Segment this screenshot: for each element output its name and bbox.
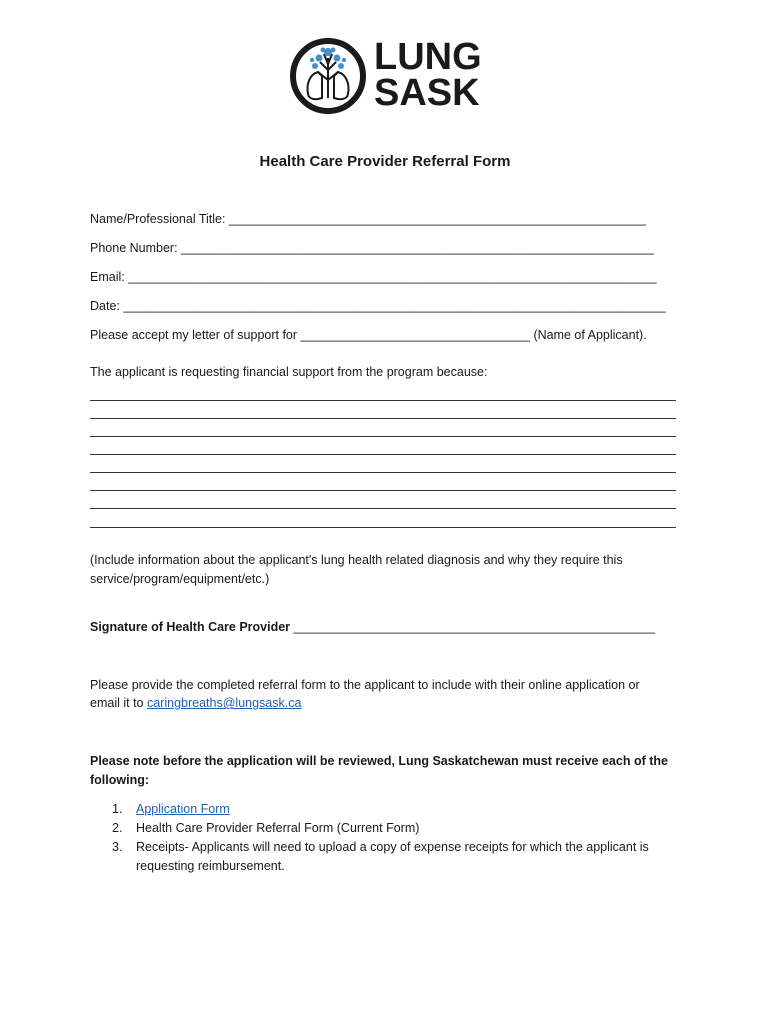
reason-line[interactable] <box>90 436 676 437</box>
email-field-label: Email: <box>90 270 125 284</box>
applicant-name-blank[interactable]: _________________________________ <box>300 328 530 342</box>
email-field-row[interactable] <box>90 268 657 286</box>
reason-note-line2: service/program/equipment/etc.) <box>90 572 270 586</box>
support-field-row[interactable] <box>90 326 647 344</box>
email-field-blank[interactable]: ____________________________________________________________________________ <box>128 270 657 284</box>
lung-tree-icon <box>288 36 370 118</box>
list-item-number: 3. <box>112 840 123 854</box>
name-field-row[interactable] <box>90 210 646 228</box>
email-link[interactable]: caringbreaths@lungsask.ca <box>146 696 302 710</box>
list-item-number: 2. <box>112 821 123 835</box>
signature-blank[interactable]: ____________________________________________________ <box>293 620 656 634</box>
logo-text-line2: SASK <box>374 72 480 114</box>
reason-note-line1: (Include information about the applicant's lung health related diagnosis and why they require this <box>90 553 623 567</box>
reason-prompt: The applicant is requesting financial support from the program because: <box>90 365 488 379</box>
reason-line[interactable] <box>90 454 676 455</box>
phone-field-blank[interactable]: ____________________________________________________________________ <box>181 241 654 255</box>
reason-line[interactable] <box>90 472 676 473</box>
form-title: Health Care Provider Referral Form <box>259 153 511 170</box>
list-item <box>90 800 716 819</box>
reason-line[interactable] <box>90 508 676 509</box>
name-field-blank[interactable]: ____________________________________________________________ <box>228 212 647 226</box>
requirements-list <box>90 800 716 876</box>
name-field-label: Name/Professional Title: <box>90 212 226 226</box>
reason-line[interactable] <box>90 490 676 491</box>
date-field-label: Date: <box>90 299 120 313</box>
lung-sask-logo <box>288 36 488 116</box>
list-item-number: 1. <box>112 802 123 816</box>
provide-line1: Please provide the completed referral form to the applicant to include with their online application or <box>90 678 640 692</box>
signature-label: Signature of Health Care Provider <box>90 620 291 634</box>
reason-line[interactable] <box>90 527 676 528</box>
signature-row[interactable] <box>90 618 655 636</box>
support-prefix: Please accept my letter of support for <box>90 328 298 342</box>
reason-line[interactable] <box>90 418 676 419</box>
reason-line[interactable] <box>90 400 676 401</box>
note-line1: Please note before the application will be reviewed, Lung Saskatchewan must receive each of the <box>90 754 668 768</box>
note-line2: following: <box>90 773 150 787</box>
list-item-text-continued: requesting reimbursement. <box>136 859 285 873</box>
list-item-text: Receipts- Applicants will need to upload a copy of expense receipts for which the applicant is <box>136 840 649 854</box>
phone-field-row[interactable] <box>90 239 654 257</box>
list-item <box>90 838 716 876</box>
phone-field-label: Phone Number: <box>90 241 178 255</box>
logo-text-line1: LUNG <box>374 36 482 78</box>
date-field-row[interactable] <box>90 297 666 315</box>
list-item-text: Health Care Provider Referral Form (Current Form) <box>136 821 420 835</box>
application-form-link[interactable]: Application Form <box>136 802 230 816</box>
provide-line2 <box>90 694 301 712</box>
provide-line2-prefix: email it to <box>90 696 144 710</box>
list-item <box>90 819 716 838</box>
support-suffix: (Name of Applicant). <box>533 328 647 342</box>
date-field-blank[interactable]: ______________________________________________________________________________ <box>123 299 666 313</box>
